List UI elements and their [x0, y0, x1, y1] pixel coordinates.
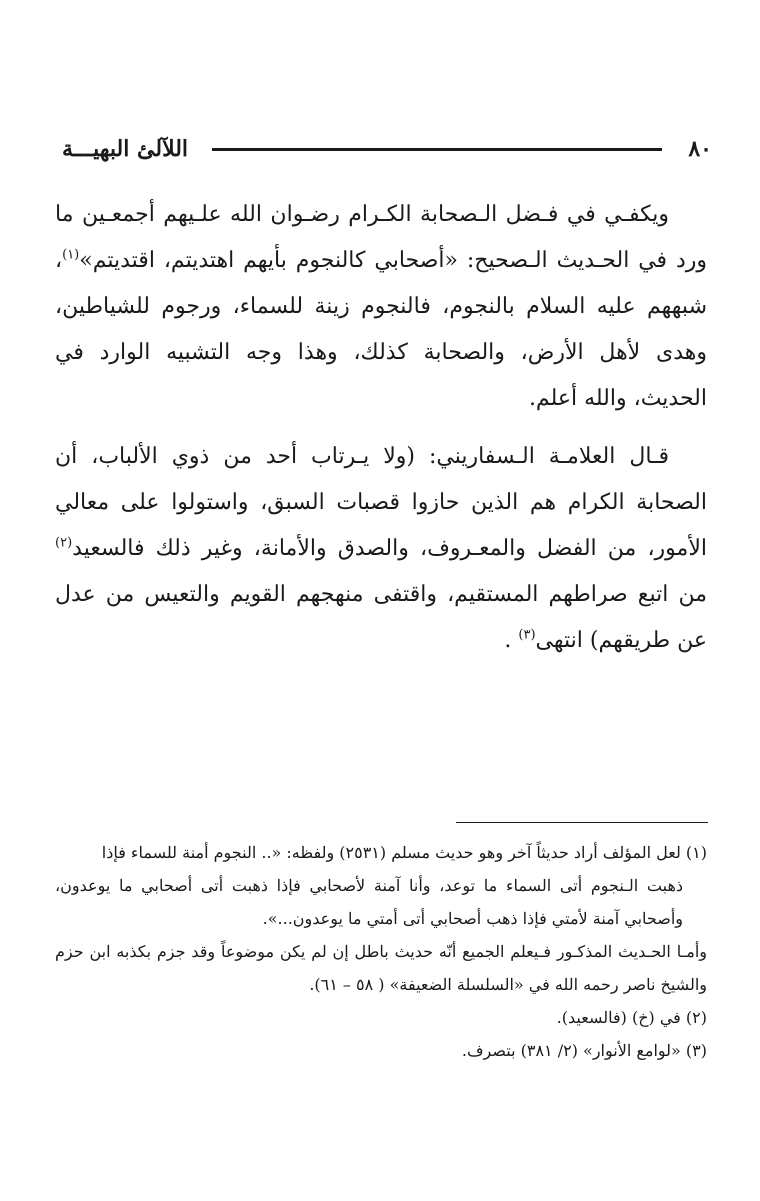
footnote-separator [456, 822, 708, 823]
footnotes [55, 836, 707, 1067]
paragraph-2-tail: . [504, 628, 519, 653]
page-number: ٨٠ [688, 136, 712, 162]
running-header [62, 132, 712, 166]
paragraph-1 [55, 192, 707, 422]
book-title: اللآلئ البهيـــة [62, 136, 189, 162]
footnote-1-comment: وأمـا الحـديث المذكـور فـيعلم الجميع أنّه حديث باطل إن لم يكن موضوعاً وقد جزم بكذبه ابن حزم والشيخ ناصر رحمه الله في «السلسلة الضعيفة» ( ٥٨ – ٦١). [55, 942, 707, 994]
paragraph-1-tail: ، شبههم عليه السلام بالنجوم، فالنجوم زينة للسماء، ورجوم للشياطين، وهدى لأهل الأرض، والصحابة كذلك، وهذا وجه التشبيه الوارد في الحديث، والله أعلم. [55, 248, 707, 411]
paragraph-1-text: ويكفـي في فـضل الـصحابة الكـرام رضـوان الله علـيهم أجمعـين ما ورد في الحـديث الـصحيح: «أصحابي كالنجوم بأيهم اهتديتم، اقتديتم» [55, 202, 707, 273]
paragraph-2-middle: من اتبع صراطهم المستقيم، واقتفى منهجهم القويم والتعيس من عدل عن طريقهم) انتهى [55, 582, 707, 653]
footnote-1-continuation: ذهبت الـنجوم أتى السماء ما توعد، وأنا آمنة لأصحابي فإذا ذهبت أتى أصحابي ما يوعدون، وأصحابي آمنة لأمتي فإذا ذهب أصحابي أتى أمتي ما يوعدون...». [55, 876, 683, 928]
paragraph-2-text: قـال العلامـة الـسفاريني: (ولا يـرتاب أحد من ذوي الألباب، أن الصحابة الكرام هم الذين حازوا قصبات السبق، واستولوا على معالي الأمور، من الفضل والمعـروف، والصدق والأمانة، وغير ذلك فالسعيد [55, 444, 707, 561]
paragraph-2 [55, 434, 707, 664]
footnote-3: (٣) «لوامع الأنوار» (٢/ ٣٨١) بتصرف. [461, 1041, 707, 1060]
footnote-2: (٢) في (خ) (فالسعيد). [556, 1008, 707, 1027]
main-text [55, 192, 707, 676]
footnote-ref-2[interactable]: (٢) [55, 535, 73, 551]
footnote-1: (١) لعل المؤلف أراد حديثاً آخر وهو حديث مسلم (٢٥٣١) ولفظه: «.. النجوم أمنة للسماء فإذا [101, 843, 707, 862]
footnote-ref-1[interactable]: (١) [62, 247, 80, 263]
header-rule [212, 148, 662, 151]
footnote-ref-3[interactable]: (٣) [518, 627, 536, 643]
